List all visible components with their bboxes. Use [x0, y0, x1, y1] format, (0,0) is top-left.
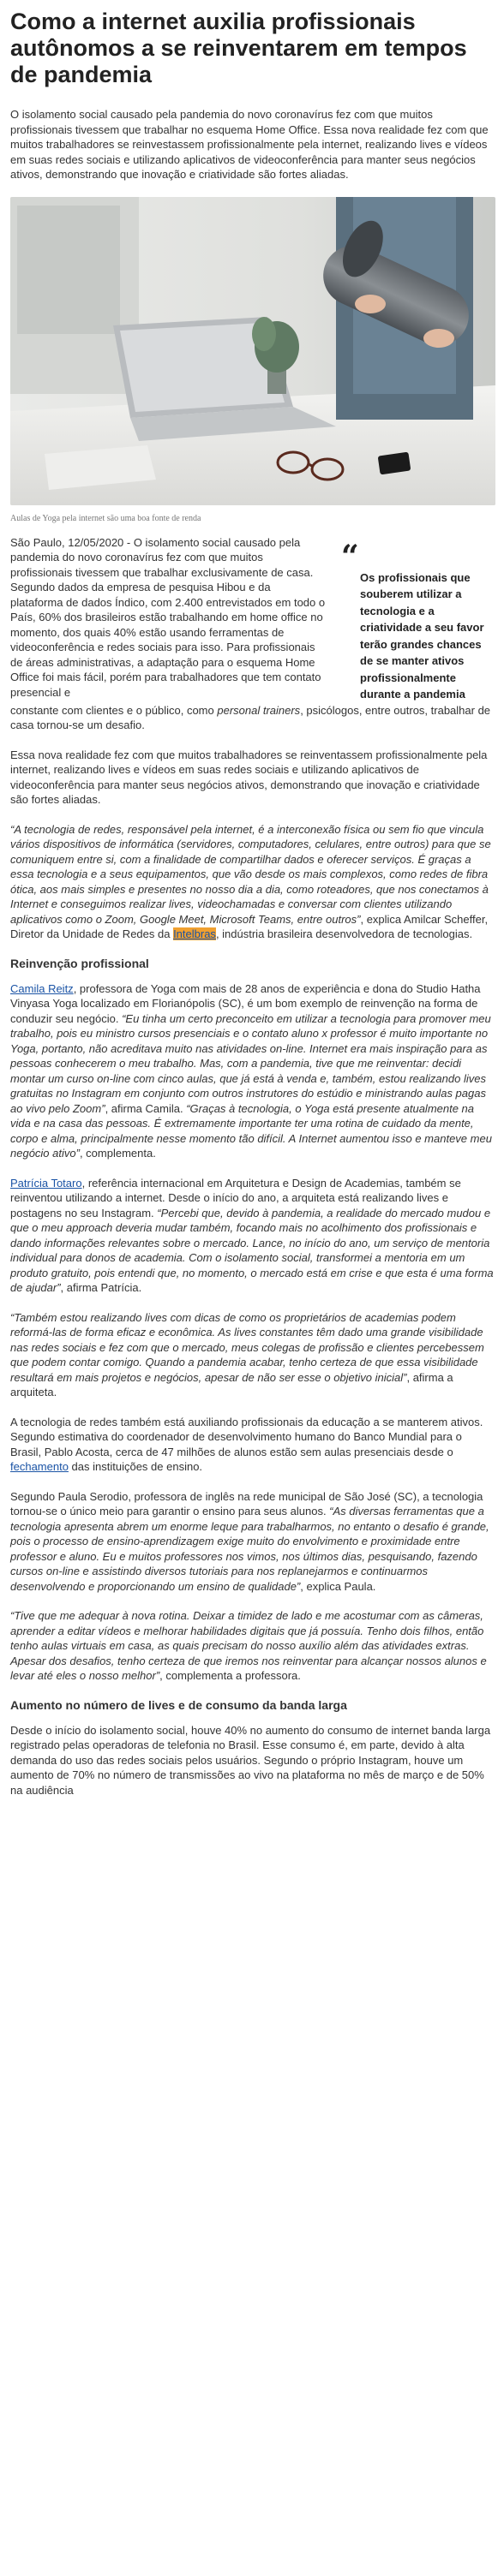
body-with-pullquote	[10, 535, 494, 703]
patricia-totaro-link[interactable]: Patrícia Totaro	[10, 1176, 82, 1190]
paragraph-1-text: - O isolamento social causado pela pandemia do novo coronavírus fez com que muitos profissionais tivessem que trabalhar exclusivamente de casa. Segundo dados da empresa de pesquisa Hibou e da plataforma de dados Índico, com 2.400 entrevistados em todo o País, 60% dos brasileiros estão trabalhando em home office no momento, dos quais 40% estão usando ferramentas de videoconferência e redes sociais para isso. Para profissionais de áreas administrativas, a adaptação para o esquema Home Office foi mais fácil, porém para trabalhadores que tem contato presencial e	[10, 535, 326, 699]
pull-quote-text: Os profissionais que souberem utilizar a tecnologia e a criatividade a seu favor terão grandes chances de se manter ativos profissionalmente durante a pandemia	[360, 570, 484, 701]
paragraph-6: “Também estou realizando lives com dicas de como os proprietários de academias podem reformá-las de forma eficaz e econômica. As lives constantes têm dado uma grande visibilidade nas redes sociais e fez com que o mercado, meus colegas de profissão e clientes percebessem que podem contar comigo. Quando a pandemia acabar, tenho certeza de que essa visibilidade resultará em mais projetos e negócios, apesar de não ser esse o objetivo inicial”, afirma a arquiteta.	[10, 1310, 484, 1398]
article-title: Como a internet auxilia profissionais autônomos a se reinventarem em tempos de pandemia	[10, 9, 467, 87]
intelbras-link[interactable]: Intelbras	[173, 927, 216, 940]
paragraph-9: “Tive que me adequar à nova rotina. Deixar a timidez de lado e me acostumar com as câmeras, aprender a editar vídeos e melhorar habilidades digitais que já possuía. Tenho dois filhos, então tenho aulas virtuais em casa, as quais precisam do nosso auxílio além das atividades extras. Apesar dos desafios, tenho certeza de que iremos nos reinventar para alcançar nossos alunos e levar até eles o nosso melhor”, complementa a professora.	[10, 1609, 487, 1682]
paragraph-3: “A tecnologia de redes, responsável pela internet, é a interconexão física ou sem fio que vincula vários dispositivos de informática (servidores, computadores, celulares, entre outros) para que se comuniquem entre si, com a finalidade de compartilhar dados e oferecer serviços. É graças a essa tecnologia e a seus equipamentos, que vão desde os mais complexos, como redes de fibra ótica, aos mais simples e presentes no nosso dia a dia, como roteadores, que nos conectamos à Internet e conseguimos realizar lives, videochamadas e conversar com clientes utilizando aplicativos como o Zoom, Google Meet, Microsoft Teams, entre outros”, explica Amilcar Scheffer, Diretor da Unidade de Redes da Intelbras, indústria brasileira desenvolvedora de tecnologias.	[10, 822, 491, 940]
paragraph-8: Segundo Paula Serodio, professora de inglês na rede municipal de São José (SC), a tecnologia tornou-se o único meio para garantir o ensino para seus alunos. “As diversas ferramentas que a tecnologia apresenta abrem um enorme leque para trabalharmos, no entanto o desafio é grande, pois o processo de ensino-aprendizagem exige muito do envolvimento e proximidade entre professor e aluno. Eu e muitos professores nos vimos, nos últimos dias, pesquisando, fazendo cursos on-line e assistindo diversos tutoriais para nos replanejarmos e continuarmos desenvolvendo e proporcionando um ensino de qualidade”, explica Paula.	[10, 1489, 489, 1593]
paragraph-10: Desde o início do isolamento social, houve 40% no aumento do consumo de internet banda larga registrado pelas operadoras de telefonia no Brasil. Esse consumo é, em parte, devido à alta demanda do uso das redes sociais pelos usuários. Segundo o próprio Instagram, houve um aumento de 70% no número de transmissões ao vivo na plataforma no mês de março e de 50% na audiência	[10, 1723, 491, 1797]
dateline: São Paulo, 12/05/2020	[10, 535, 124, 549]
section-title-lives: Aumento no número de lives e de consumo da banda larga	[10, 1697, 347, 1712]
pull-quote	[341, 535, 487, 703]
paragraph-1	[10, 535, 326, 701]
paragraph-5: Patrícia Totaro, referência internacional em Arquitetura e Design de Academias, também se reinventou utilizando a internet. Desde o início do ano, a arquiteta está realizando lives e postagens no seu Instagram. “Percebi que, devido à pandemia, a realidade do mercado mudou e que o meu approach deveria mudar também, focando mais no acolhimento dos profissionais e dando informações relevantes sobre o mercado. Lance, no início do ano, um serviço de mentoria individual para donos de academia. Com o isolamento social, transformei a mentoria em um produto gratuito, pois entendi que, no momento, o mercado está em crise e que esta é uma forma de ajudar”, afirma Patrícia.	[10, 1176, 494, 1294]
quote-mark-icon: “	[341, 538, 359, 575]
fechamento-link[interactable]: fechamento	[10, 1460, 69, 1473]
section-title-reinvencao: Reinvenção profissional	[10, 956, 149, 970]
image-caption: Aulas de Yoga pela internet são uma boa fonte de renda	[10, 513, 201, 523]
quote-scheffer: “A tecnologia de redes, responsável pela internet, é a interconexão física ou sem fio que vincula vários dispositivos de informática (servidores, computadores, celulares, entre outros) para que se comuniquem entre si, com a finalidade de compartilhar dados e oferecer serviços. É graças a essa tecnologia e a seus equipamentos, que vão desde os mais complexos, como redes de fibra ótica, aos mais simples e presentes no nosso dia a dia, como roteadores, que nos conectamos à Internet e conseguimos realizar lives, videochamadas e conversar com clientes utilizando aplicativos como o Zoom, Google Meet, Microsoft Teams, entre outros”	[10, 822, 491, 926]
paragraph-2: Essa nova realidade fez com que muitos trabalhadores se reinventassem profissionalmente pela internet, realizando lives e vídeos em suas redes sociais e utilizando aplicativos de videoconferência para manter seus negócios ativos, demonstrando que inovação e criatividade são fortes aliadas.	[10, 748, 488, 806]
paragraph-7: A tecnologia de redes também está auxiliando profissionais da educação a se manterem ativos. Segundo estimativa do coordenador de desenvolvimento humano do Banco Mundial para o Brasil, Pablo Acosta, cerca de 47 milhões de alunos estão sem aulas presenciais desde o fechamento das instituições de ensino.	[10, 1415, 483, 1473]
paragraph-4: Camila Reitz, professora de Yoga com mais de 28 anos de experiência e dona do Studio Hatha Vinyasa Yoga localizado em Florianópolis (SC), é um bom exemplo de reinvenção na forma de conduzir seu negócio. “Eu tinha um certo preconceito em utilizar a tecnologia para promover meu trabalho, pois eu ministro cursos presenciais e o contato aluno x professor é muito importante no Yoga, portanto, não acreditava muito nas atividades on-line. Internet era mais inspiração para as pessoas conhecerem o meu trabalho. Mas, com a pandemia, tive que me reinventar: decidi montar um curso on-line com cinco aulas, que já está à venda e, também, estou realizando lives gratuitas no Instagram em conjunto com outros instrutores do estúdio e ministrando aulas pagas ao vivo pelo Zoom”, afirma Camila. “Graças à tecnologia, o Yoga está presente atualmente na vida e na casa das pessoas. É extremamente importante ter uma rotina de cuidado da mente, corpo e alma, principalmente nesse momento tão difícil. A Internet aumentou isso e manteve meu negócio ativo”, complementa.	[10, 981, 492, 1160]
hero-image	[10, 197, 495, 505]
paragraph-1-continued: constante com clientes e o público, como personal trainers, psicólogos, entre outros, trabalhar de casa tornou-se um desafio.	[10, 703, 491, 731]
article-lead: O isolamento social causado pela pandemia do novo coronavírus fez com que muitos profissionais tivessem que trabalhar no esquema Home Office. Essa nova realidade fez com que muitos trabalhadores se reinvestassem profissionalmente pela internet, realizando lives e vídeos em suas redes sociais e utilizando aplicativos de videoconferência para manter seus negócios ativos, demonstrando que inovação e criatividade são fortes aliadas.	[10, 108, 489, 181]
yoga-desk-photo	[10, 197, 495, 505]
camila-reitz-link[interactable]: Camila Reitz	[10, 981, 74, 995]
